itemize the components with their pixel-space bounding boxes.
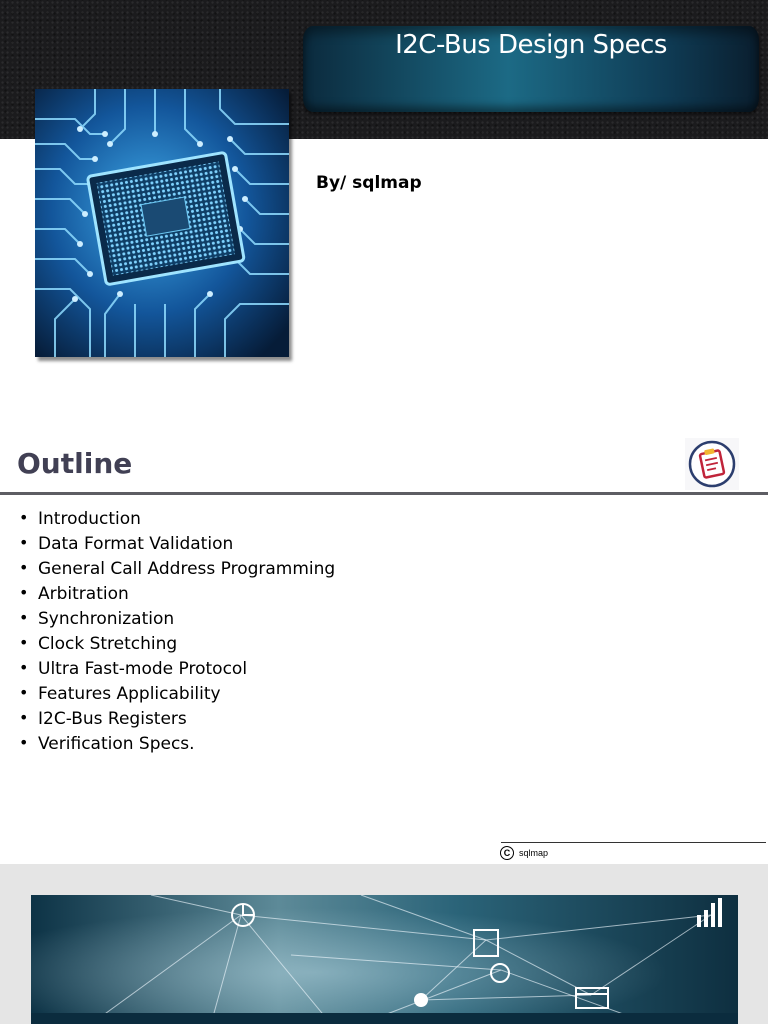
footer-text: sqlmap — [519, 848, 549, 858]
slide-title: I2C-Bus Design Specs — [395, 30, 667, 60]
copyright-icon: C — [500, 846, 514, 860]
footer-divider — [501, 842, 766, 843]
clipboard-icon — [685, 438, 739, 490]
list-item: • Introduction — [19, 508, 335, 533]
list-item: • Ultra Fast-mode Protocol — [19, 658, 335, 683]
list-item: • Synchronization — [19, 608, 335, 633]
list-item: • Arbitration — [19, 583, 335, 608]
heading-divider — [0, 492, 768, 495]
title-slide — [0, 0, 768, 432]
author-byline: By/ sqlmap — [316, 173, 422, 193]
list-item: • Verification Specs. — [19, 733, 335, 758]
list-item: • Clock Stretching — [19, 633, 335, 658]
outline-heading: Outline — [17, 447, 133, 480]
outline-slide — [0, 432, 768, 864]
outline-list — [19, 508, 335, 758]
list-item: • I2C-Bus Registers — [19, 708, 335, 733]
list-item: • General Call Address Programming — [19, 558, 335, 583]
network-connections-icon — [31, 895, 738, 1024]
circuit-board-chip-icon — [35, 89, 289, 357]
list-item: • Features Applicability — [19, 683, 335, 708]
list-item: • Data Format Validation — [19, 533, 335, 558]
